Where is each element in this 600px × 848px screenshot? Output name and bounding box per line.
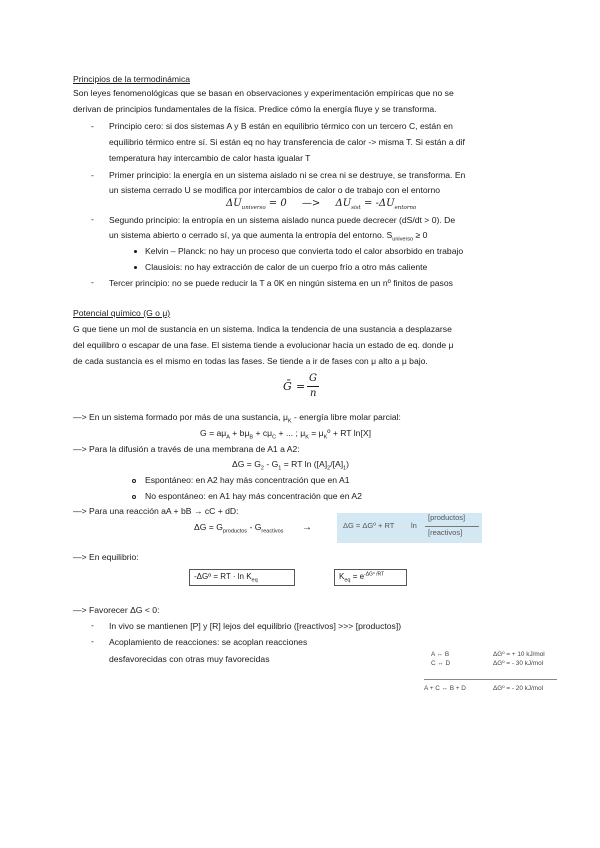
paragraph-line: Son leyes fenomenológicas que se basan en observaciones y experimentación empíricas que no se [73,88,454,98]
reaction-line: —> Para una reacción aA + bB → cC + dD: [73,506,239,516]
arrow-icon: → [302,522,312,533]
box-fraction-bar [425,526,479,527]
box-numerator: [productos] [428,513,466,522]
paragraph-line: del equilibro o escapar de una fase. El sistema tiende a evolucionar hacia un estado de eq. donde μ [73,340,454,350]
first-law-equation: $\Delta U_{universo} = 0$ —> $\Delta U_{sist} = -\Delta U_{entorno}$ [226,198,417,211]
mixture-line: —> En un sistema formado por más de una sustancia, $\mu_K$ - energía libre molar parcial: [73,412,401,425]
coupled-sum-reaction: A + C ↔ B + D [424,685,466,692]
molar-g-lhs: Ḡ [283,380,292,393]
sub-list-item: Kelvin – Planck: no hay un proceso que convierta todo el calor absorbido en trabajo [145,246,464,256]
coupled-reaction: A ↔ B [431,651,450,658]
section-heading-thermo: Principios de la termodinámica [73,74,191,84]
favor-line: —> Favorecer ΔG < 0: [73,605,160,615]
sub-list-item: No espontáneo: en A1 hay más concentración que en A2 [145,491,362,501]
fraction-bar [307,386,319,387]
dash-bullet: - [91,620,94,630]
dash-bullet: - [91,170,94,180]
circle-bullet [132,479,136,483]
equilibrium-eq-2: $K_{eq} = e^{-\Delta Gº /RT}$ [339,571,385,584]
partial-molar-equation: $G = a\mu_A + b\mu_B + c\mu_C$ + ... ; $\mu_K$ = $\mu_Kº$ + RT ln[X] [200,428,371,441]
fraction-denominator: n [310,388,317,399]
paragraph-line: G que tiene un mol de sustancia en un sistema. Indica la tendencia de una sustancia a desplazarse [73,324,452,334]
dash-bullet: - [91,121,94,131]
dash-bullet: - [91,214,94,224]
sub-list-item: Clausiois: no hay extracción de calor de un cuerpo frío a otro más caliente [145,262,428,272]
dash-bullet: - [91,636,94,646]
bullet-dot [134,266,137,269]
list-item-line: equilibrio térmico entre sí. Si están eq no hay transferencia de calor -> misma T. Si están a dif [109,137,465,147]
coupled-sum-value: ΔGº = - 20 kJ/mol [493,685,544,692]
list-item-line: Tercer principio: no se puede reducir la T a 0K en ningún sistema en un nº finitos de pasos [109,278,453,288]
coupled-reaction-value: ΔGº = - 30 kJ/mol [493,660,544,667]
coupled-reaction: C ↔ D [431,660,451,667]
equilibrium-line: —> En equilibrio: [73,552,139,562]
paragraph-line: derivan de principios fundamentales de la física. Predice cómo la energía fluye y se transforma. [73,104,437,114]
bullet-dot [134,250,137,253]
sub-list-item: Espontáneo: en A2 hay más concentración que en A1 [145,475,350,485]
section-heading-chemical-potential: Potencial químico (G o μ) [73,308,171,318]
list-item-line: Segundo principio: la entropía en un sistema aislado nunca puede decrecer (dS/dt > 0). De [109,215,456,225]
coupled-reaction-value: ΔGº = + 10 kJ/mol [493,651,545,658]
equilibrium-eq-1: -ΔGº = RT · $\ln K_{eq}$ [194,572,258,584]
reaction-delta-g: $\Delta G = G_{productos} - G_{reactivos}$ [194,522,284,535]
list-item-line: In vivo se mantienen [P] y [R] lejos del equilibrio ([reactivos] >>> [productos]) [109,621,402,631]
list-item-line: desfavorecidas con otras muy favorecidas [109,654,270,664]
list-item-line: Acoplamiento de reacciones: se acoplan reacciones [109,637,308,647]
equals-sign: = [296,380,306,393]
fraction-numerator: G [309,373,317,384]
box-lhs: ΔG = ΔGº + RT [343,521,395,530]
list-item-line: un sistema cerrado U se modifica por intercambios de calor o de trabajo con el entorno [109,185,441,195]
diffusion-line: —> Para la difusión a través de una membrana de A1 a A2: [73,444,300,454]
circle-bullet [132,495,136,499]
list-item-line: Primer principio: la energía en un sistema aislado ni se crea ni se destruye, se transforma. En [109,170,466,180]
box-denominator: [reactivos] [428,528,463,537]
sum-divider [424,679,557,680]
dash-bullet: - [91,277,94,287]
list-item-line: un sistema abierto o cerrado sí, ya que aumenta la entropía del entorno. $S_{universo} \ge 0$ [109,230,428,243]
list-item-line: Principio cero: si dos sistemas A y B están en equilibrio térmico con un tercero C, están en [109,121,453,131]
list-item-line: temperatura hay intercambio de calor hasta igualar T [109,153,311,163]
diffusion-equation: $\Delta G = G_2 - G_1$ = RT $\ln ([A]_2/[A]_1)$ [232,459,350,472]
box-ln: ln [411,521,417,530]
paragraph-line: de cada sustancia es el mismo en todas las fases. Se tiende a ir de fases con μ alto a μ bajo. [73,356,428,366]
